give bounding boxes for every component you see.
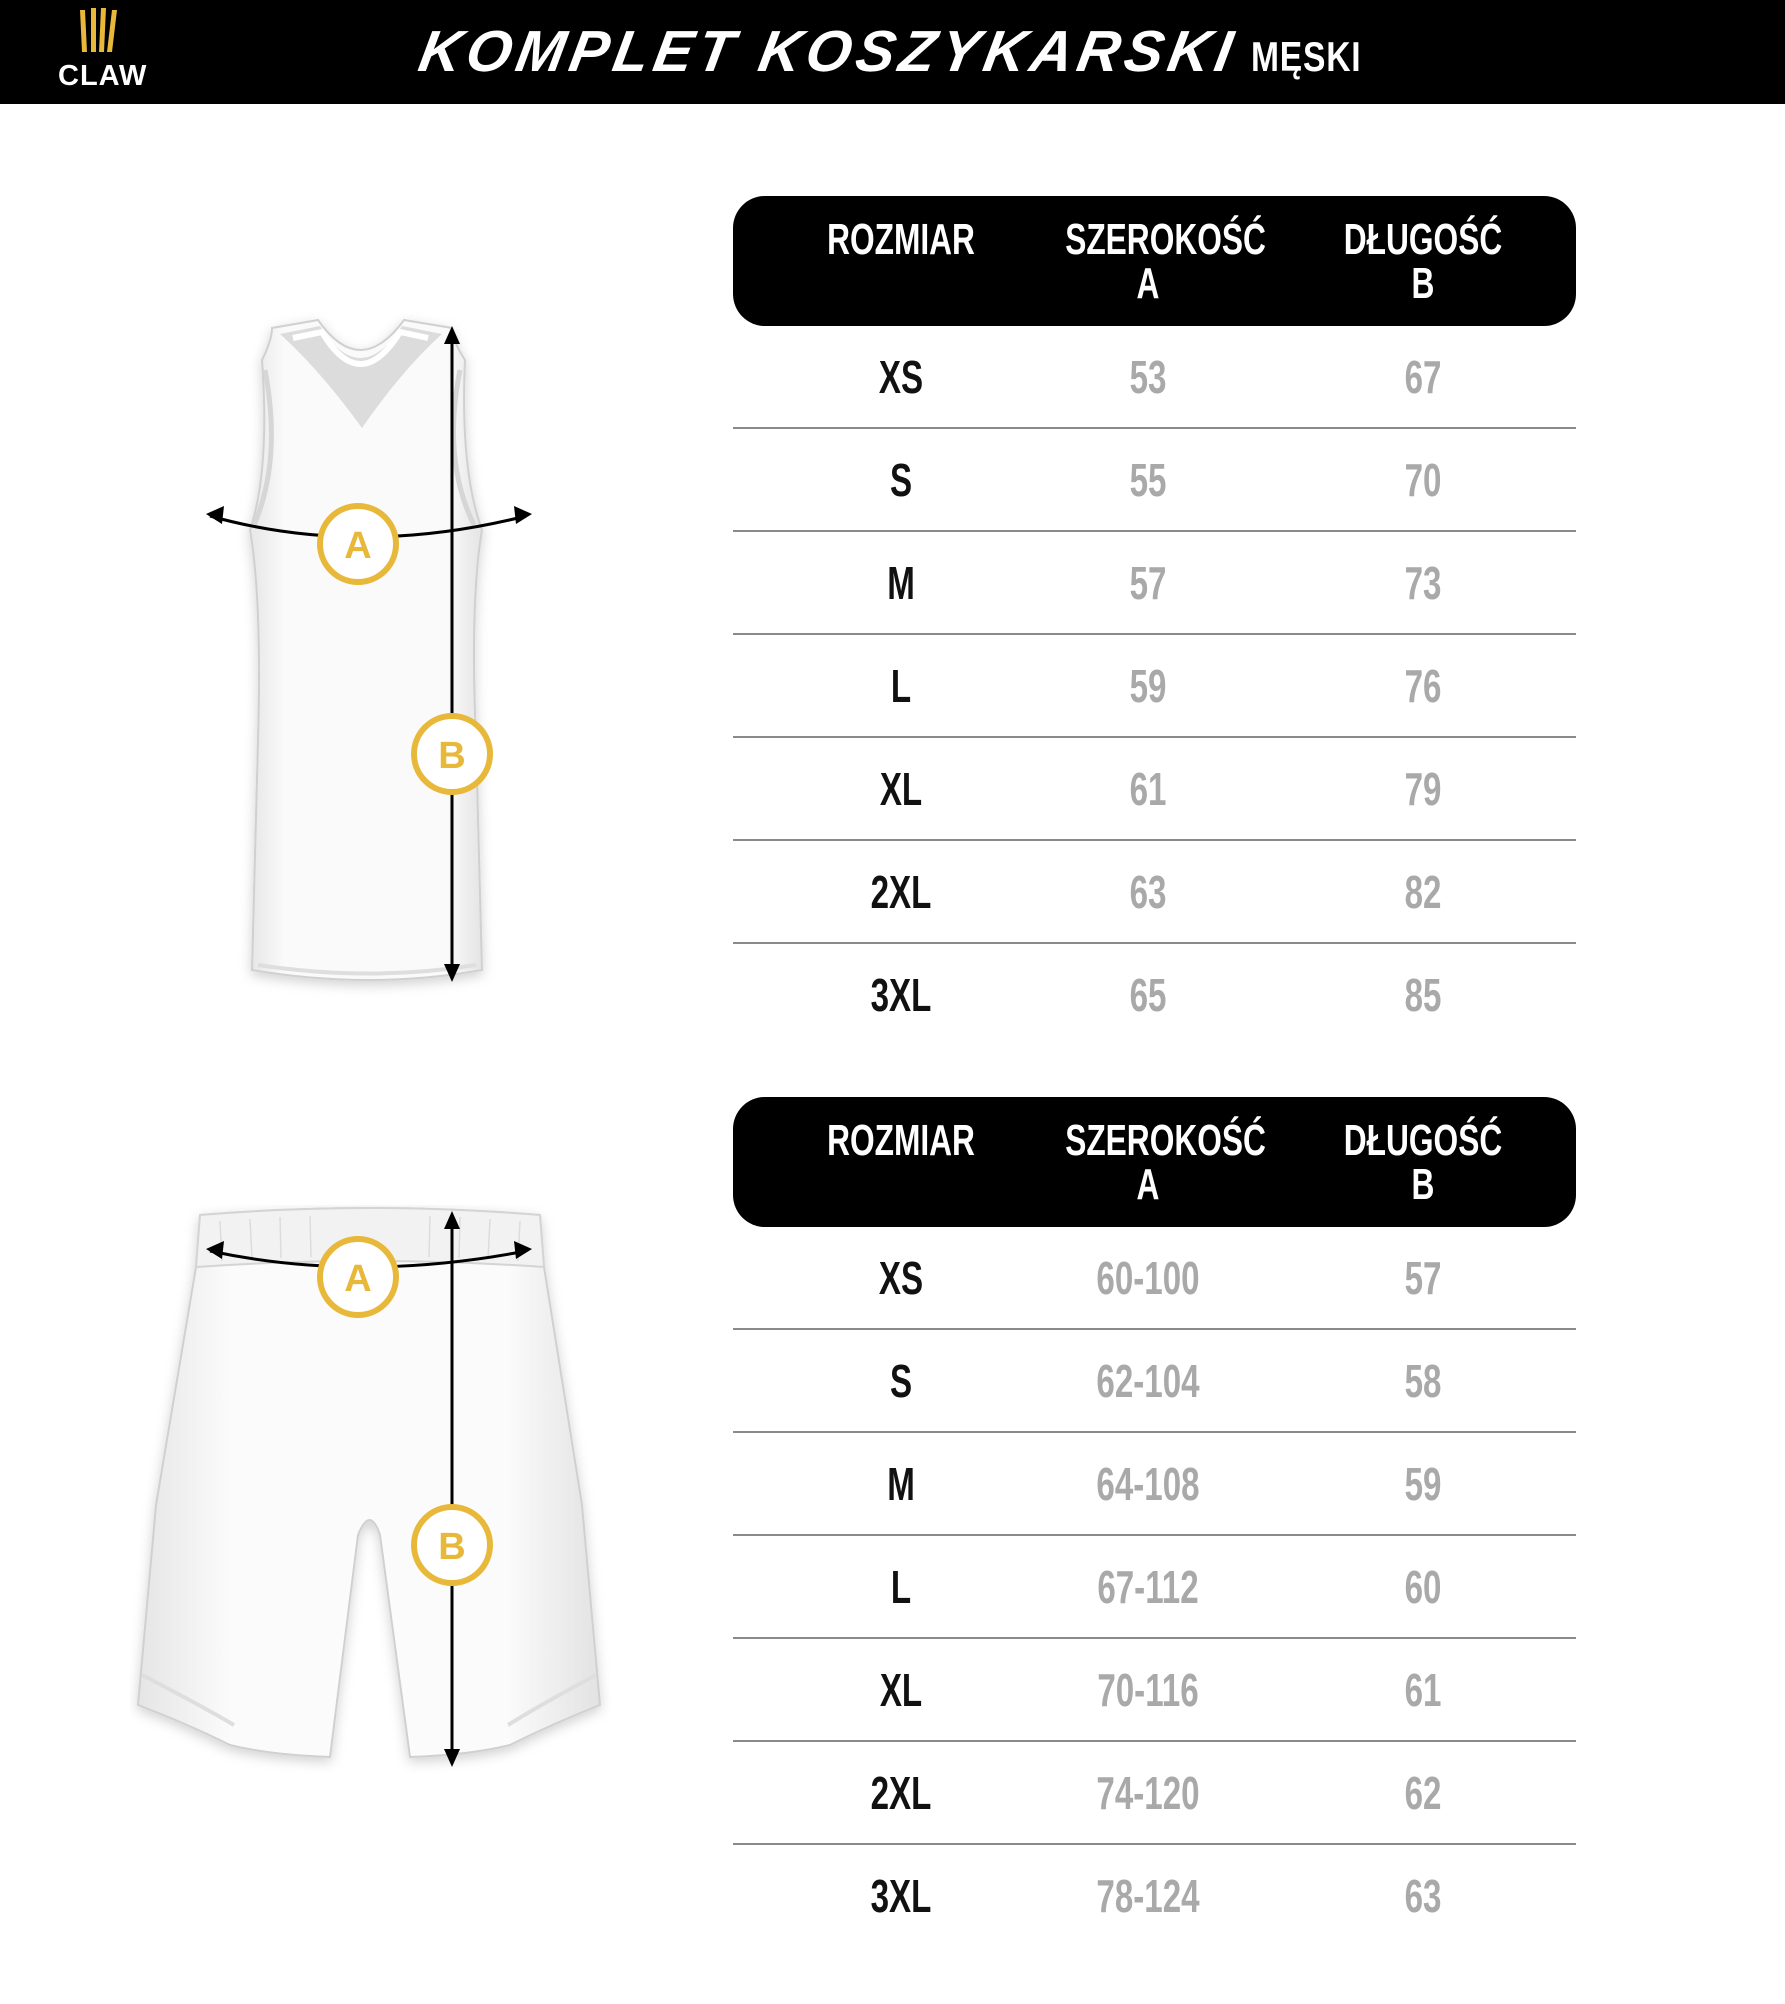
cell-width: 78-124 bbox=[1096, 1870, 1200, 1922]
shorts-size-table bbox=[733, 1097, 1576, 1946]
cell-length: 82 bbox=[1404, 866, 1442, 918]
cell-length: 61 bbox=[1404, 1664, 1442, 1716]
table-row bbox=[733, 944, 1576, 1045]
jersey-size-table bbox=[733, 196, 1576, 1045]
claw-logo bbox=[58, 6, 148, 98]
shorts-measure-overlay bbox=[200, 1205, 560, 1785]
marker-a-label: A bbox=[344, 525, 372, 567]
cell-width: 57 bbox=[1129, 557, 1167, 609]
header-width-label: SZEROKOŚĆ bbox=[1065, 1116, 1266, 1165]
cell-width: 53 bbox=[1129, 351, 1167, 403]
table-row bbox=[733, 326, 1576, 429]
marker-b-label: B bbox=[438, 735, 466, 777]
cell-size: XL bbox=[879, 1664, 923, 1716]
table-row bbox=[733, 635, 1576, 738]
title-main: KOMPLET KOSZYKARSKI bbox=[414, 19, 1243, 84]
header-length-label: DŁUGOŚĆ bbox=[1343, 1116, 1503, 1165]
cell-length: 79 bbox=[1404, 763, 1442, 815]
header-length-letter: B bbox=[1411, 1160, 1435, 1209]
claw-marks-icon bbox=[58, 6, 142, 62]
cell-width: 61 bbox=[1129, 763, 1167, 815]
header-width-label: SZEROKOŚĆ bbox=[1065, 215, 1266, 264]
marker-a-shorts-label: A bbox=[344, 1258, 372, 1300]
logo-text: CLAW bbox=[58, 60, 148, 92]
table-row bbox=[733, 429, 1576, 532]
table-header bbox=[733, 196, 1576, 326]
cell-length: 63 bbox=[1404, 1870, 1442, 1922]
cell-size: 2XL bbox=[870, 1767, 932, 1819]
cell-length: 59 bbox=[1404, 1458, 1442, 1510]
header-width bbox=[1065, 215, 1266, 308]
cell-width: 65 bbox=[1129, 969, 1167, 1021]
marker-a-shorts bbox=[320, 1239, 396, 1315]
cell-size: M bbox=[887, 557, 915, 609]
cell-size: 3XL bbox=[870, 1870, 932, 1922]
table-row bbox=[733, 532, 1576, 635]
table-row bbox=[733, 1536, 1576, 1639]
table-row bbox=[733, 1742, 1576, 1845]
cell-size: S bbox=[889, 1355, 913, 1407]
cell-width: 74-120 bbox=[1096, 1767, 1200, 1819]
header-length bbox=[1340, 215, 1506, 308]
header-bar bbox=[0, 0, 1785, 104]
cell-length: 57 bbox=[1404, 1252, 1442, 1304]
header-size: ROZMIAR bbox=[827, 215, 975, 264]
table-body bbox=[733, 1227, 1576, 1946]
cell-width: 62-104 bbox=[1096, 1355, 1200, 1407]
table-row bbox=[733, 1433, 1576, 1536]
header-length-letter: B bbox=[1411, 259, 1435, 308]
header-width-letter: A bbox=[1136, 1160, 1160, 1209]
cell-size: S bbox=[889, 454, 913, 506]
marker-b bbox=[414, 716, 490, 792]
cell-size: L bbox=[890, 1561, 912, 1613]
cell-size: XS bbox=[878, 1252, 924, 1304]
header-size: ROZMIAR bbox=[827, 1116, 975, 1165]
cell-size: L bbox=[890, 660, 912, 712]
table-row bbox=[733, 1639, 1576, 1742]
cell-width: 70-116 bbox=[1097, 1664, 1199, 1716]
table-row bbox=[733, 738, 1576, 841]
cell-width: 67-112 bbox=[1097, 1561, 1199, 1613]
cell-width: 59 bbox=[1129, 660, 1167, 712]
jersey-measure-overlay bbox=[200, 320, 560, 1000]
cell-width: 64-108 bbox=[1096, 1458, 1200, 1510]
header-width-letter: A bbox=[1136, 259, 1160, 308]
cell-length: 60 bbox=[1404, 1561, 1442, 1613]
cell-width: 55 bbox=[1129, 454, 1167, 506]
cell-size: 2XL bbox=[870, 866, 932, 918]
cell-length: 67 bbox=[1404, 351, 1442, 403]
cell-size: XS bbox=[878, 351, 924, 403]
cell-length: 58 bbox=[1404, 1355, 1442, 1407]
marker-a bbox=[320, 506, 396, 582]
cell-size: XL bbox=[879, 763, 923, 815]
header-width bbox=[1065, 1116, 1266, 1209]
cell-size: M bbox=[887, 1458, 915, 1510]
cell-width: 63 bbox=[1129, 866, 1167, 918]
table-row bbox=[733, 1330, 1576, 1433]
header-length bbox=[1340, 1116, 1506, 1209]
table-row bbox=[733, 841, 1576, 944]
page-title bbox=[414, 18, 1389, 88]
cell-length: 73 bbox=[1404, 557, 1442, 609]
table-body bbox=[733, 326, 1576, 1045]
marker-b-shorts bbox=[414, 1507, 490, 1583]
cell-length: 76 bbox=[1404, 660, 1442, 712]
cell-length: 85 bbox=[1404, 969, 1442, 1021]
marker-b-shorts-label: B bbox=[438, 1526, 466, 1568]
header-length-label: DŁUGOŚĆ bbox=[1343, 215, 1503, 264]
table-row bbox=[733, 1845, 1576, 1946]
cell-width: 60-100 bbox=[1096, 1252, 1200, 1304]
cell-size: 3XL bbox=[870, 969, 932, 1021]
cell-length: 62 bbox=[1404, 1767, 1442, 1819]
table-row bbox=[733, 1227, 1576, 1330]
cell-length: 70 bbox=[1404, 454, 1442, 506]
title-subtitle: MĘSKI bbox=[1250, 33, 1362, 80]
table-header bbox=[733, 1097, 1576, 1227]
